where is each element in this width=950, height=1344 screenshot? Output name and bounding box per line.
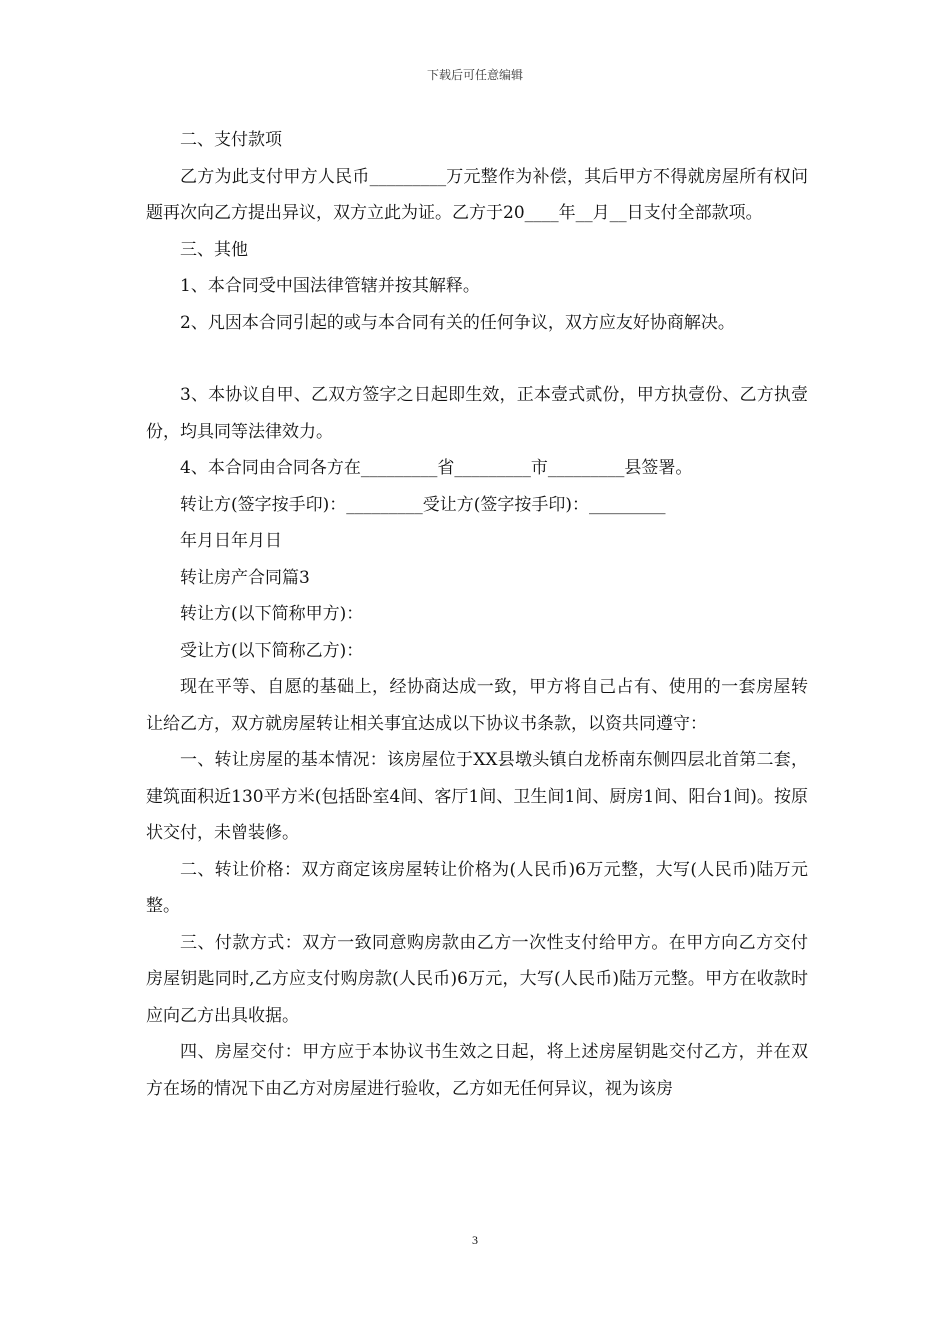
article-delivery: 四、房屋交付：甲方应于本协议书生效之日起，将上述房屋钥匙交付乙方，并在双方在场的情况下由乙方对房屋进行验收，乙方如无任何异议，视为该房 bbox=[146, 1042, 808, 1099]
preamble-paragraph: 现在平等、自愿的基础上，经协商达成一致，甲方将自己占有、使用的一套房屋转让给乙方，双方就房屋转让相关事宜达成以下协议书条款，以资共同遵守： bbox=[146, 677, 808, 734]
clause-3: 3、本协议自甲、乙双方签字之日起即生效，正本壹式贰份，甲方执壹份、乙方执壹份，均具同等法律效力。 bbox=[146, 385, 808, 442]
article-payment-method: 三、付款方式：双方一致同意购房款由乙方一次性支付给甲方。在甲方向乙方交付房屋钥匙同时,乙方应支付购房款(人民币)6万元，大写(人民币)陆万元整。甲方在收款时应向乙方出具收据。 bbox=[146, 932, 808, 1026]
signature-line: 转让方(签字按手印)：_________受让方(签字按手印)：_________ bbox=[180, 494, 666, 515]
contract-title: 转让房产合同篇3 bbox=[180, 567, 310, 588]
clause-4: 4、本合同由合同各方在_________省_________市_________县签署。 bbox=[180, 458, 693, 478]
party-b-line: 受让方(以下简称乙方)： bbox=[180, 640, 364, 661]
paragraph-payment-terms: 乙方为此支付甲方人民币_________万元整作为补偿，其后甲方不得就房屋所有权问题再次向乙方提出异议，双方立此为证。乙方于20____年__月__日支付全部款项。 bbox=[146, 166, 808, 223]
article-price: 二、转让价格：双方商定该房屋转让价格为(人民币)6万元整，大写(人民币)陆万元整。 bbox=[146, 859, 808, 916]
page-number: 3 bbox=[472, 1233, 478, 1247]
document-body bbox=[146, 122, 808, 1107]
section-heading-other: 三、其他 bbox=[180, 239, 248, 260]
clause-1: 1、本合同受中国法律管辖并按其解释。 bbox=[180, 276, 480, 296]
section-heading-payment: 二、支付款项 bbox=[180, 130, 282, 150]
date-line: 年月日年月日 bbox=[180, 531, 282, 551]
header-note: 下载后可任意编辑 bbox=[426, 68, 523, 82]
party-a-line: 转让方(以下简称甲方)： bbox=[180, 604, 364, 624]
clause-2: 2、凡因本合同引起的或与本合同有关的任何争议，双方应友好协商解决。 bbox=[180, 312, 735, 333]
article-property-info: 一、转让房屋的基本情况：该房屋位于XX县墩头镇白龙桥南东侧四层北首第二套，建筑面积近130平方米(包括卧室4间、客厅1间、卫生间1间、厨房1间、阳台1间)。按原状交付，未曾装修。 bbox=[146, 750, 808, 843]
